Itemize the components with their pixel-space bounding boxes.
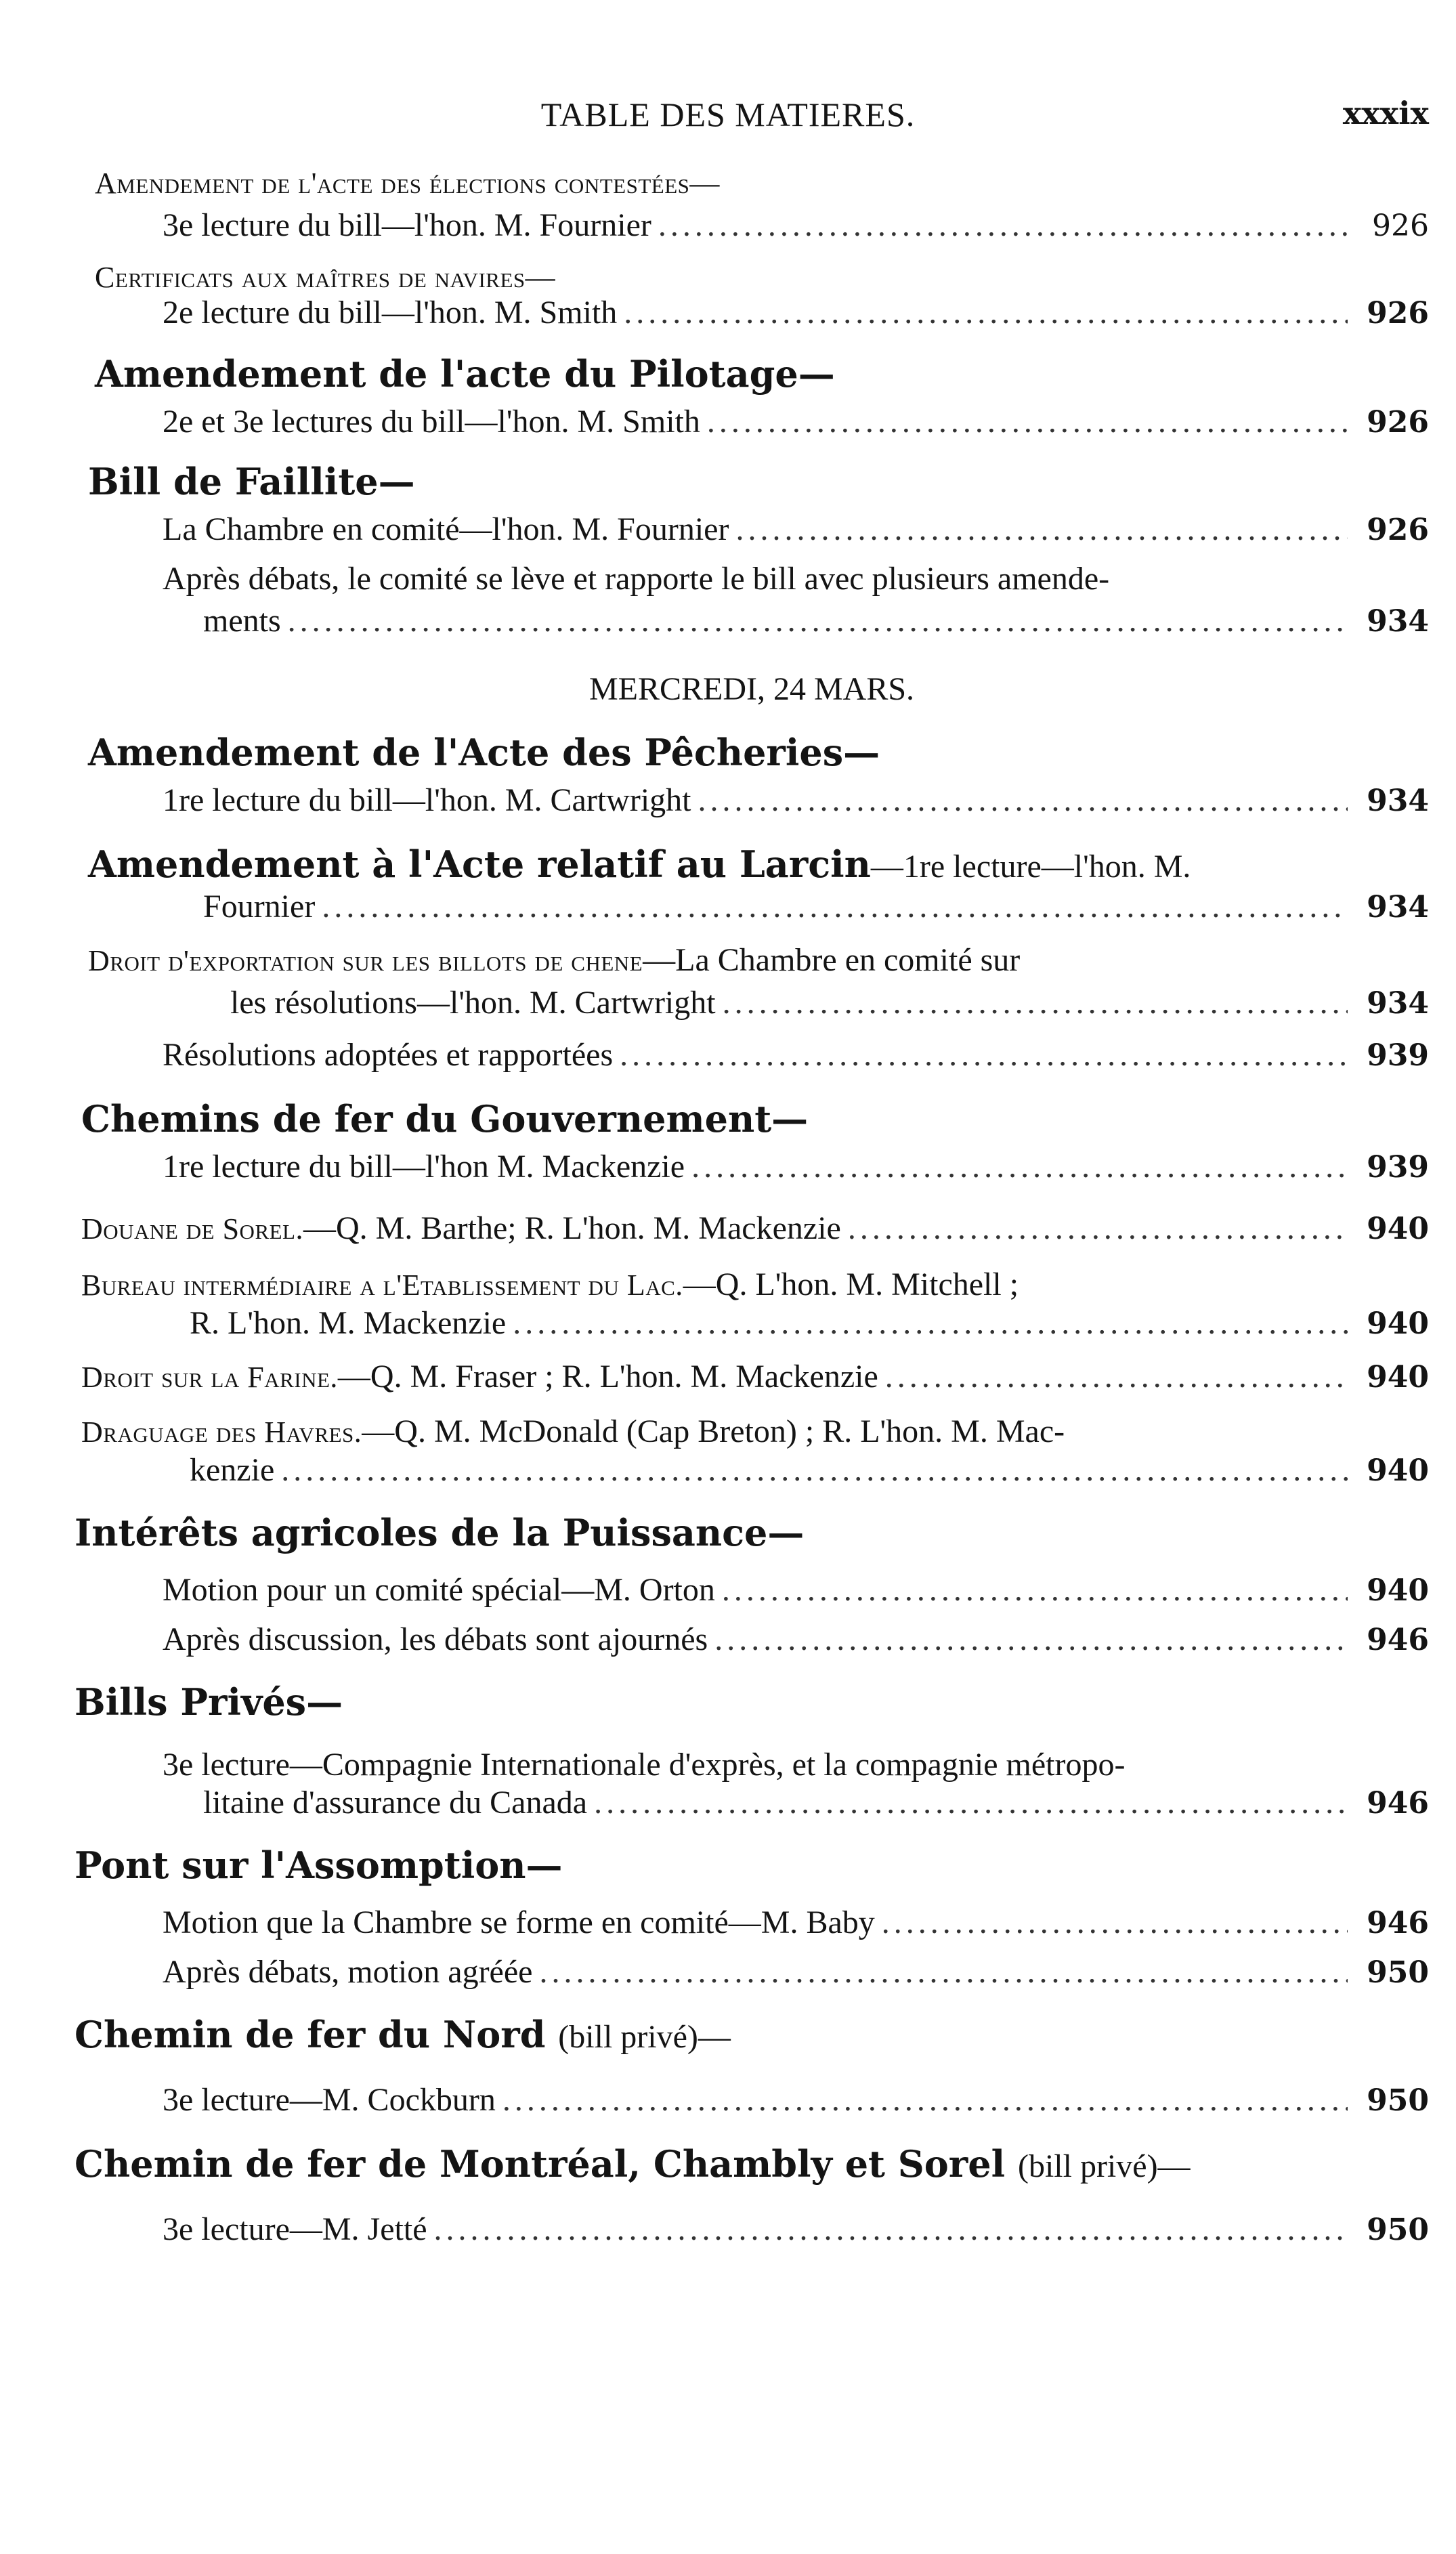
entry-text: —1re lecture—l'hon. M. bbox=[870, 849, 1191, 885]
entry-title: Droit sur la Farine. bbox=[81, 1361, 338, 1394]
leader-dots bbox=[434, 2209, 1348, 2251]
toc-line bbox=[74, 1449, 1429, 1492]
leader-dots bbox=[714, 1619, 1348, 1661]
leader-dots bbox=[620, 1034, 1348, 1076]
page-ref: 934 bbox=[1367, 604, 1429, 639]
toc-line bbox=[74, 886, 1429, 929]
line-text: Fournier bbox=[203, 889, 316, 924]
toc-line bbox=[74, 1146, 1429, 1189]
toc-entry bbox=[74, 1092, 1429, 1189]
line-text: Motion que la Chambre se forme en comité—M. Baby bbox=[163, 1904, 875, 1940]
leader-dots bbox=[594, 1782, 1348, 1824]
entry-title: Certificats aux maîtres de navires— bbox=[95, 261, 556, 294]
section-date: MERCREDI, 24 MARS. bbox=[588, 671, 915, 707]
entry-note: (bill privé)— bbox=[1017, 2148, 1191, 2184]
page-ref: 940 bbox=[1367, 1306, 1429, 1341]
toc-line bbox=[74, 401, 1429, 444]
page-ref: 940 bbox=[1367, 1453, 1429, 1488]
toc-entry bbox=[74, 1675, 1429, 1825]
entry-title: Chemins de fer du Gouvernement— bbox=[81, 1097, 809, 1141]
toc-entry bbox=[74, 2137, 1429, 2251]
leader-dots bbox=[882, 1902, 1348, 1944]
toc-line-wrapped: Après débats, le comité se lève et rapporte le bill avec plusieurs amende- bbox=[163, 561, 1110, 597]
toc-line bbox=[74, 1902, 1429, 1944]
entry-title: Intérêts agricoles de la Puissance— bbox=[74, 1511, 805, 1554]
toc-entry bbox=[74, 725, 1429, 822]
line-text: 1re lecture du bill—l'hon M. Mackenzie bbox=[163, 1149, 685, 1185]
page-number: xxxix bbox=[1342, 95, 1429, 131]
toc-line bbox=[74, 1619, 1429, 1661]
entry-line bbox=[88, 837, 1429, 891]
line-text: R. L'hon. M. Mackenzie bbox=[190, 1305, 507, 1341]
toc-line bbox=[74, 292, 1429, 335]
page-ref: 934 bbox=[1367, 890, 1429, 924]
line-text: les résolutions—l'hon. M. Cartwright bbox=[230, 985, 716, 1021]
page-ref: 926 bbox=[1372, 209, 1429, 243]
entry-title: Bills Privés— bbox=[74, 1680, 343, 1724]
page-header bbox=[0, 95, 1456, 142]
entry-title: Chemin de fer du Nord bbox=[74, 2013, 546, 2056]
page-ref: 940 bbox=[1367, 1573, 1429, 1608]
page-ref: 940 bbox=[1367, 1212, 1429, 1246]
line-text: kenzie bbox=[190, 1452, 275, 1488]
toc-line-wrapped: 3e lecture—Compagnie Internationale d'exprès, et la compagnie métropo- bbox=[163, 1747, 1126, 1783]
leader-dots bbox=[698, 780, 1348, 822]
page-ref: 940 bbox=[1367, 1360, 1429, 1395]
entry-text: —La Chambre en comité sur bbox=[643, 942, 1021, 978]
entry-title: Douane de Sorel. bbox=[81, 1212, 303, 1246]
entry-title: Amendement de l'acte du Pilotage— bbox=[95, 352, 835, 396]
entry-heading-line bbox=[74, 2137, 1429, 2194]
leader-dots bbox=[735, 509, 1348, 551]
entry-title: Droit d'exportation sur les billots de chene bbox=[88, 944, 643, 977]
toc-line bbox=[74, 1208, 1429, 1250]
leader-dots bbox=[322, 886, 1348, 928]
toc-line bbox=[74, 780, 1429, 822]
toc-entry bbox=[74, 837, 1429, 929]
entry-title: Chemin de fer de Montréal, Chambly et Sorel bbox=[74, 2142, 1006, 2186]
line-text: 3e lecture—M. Jetté bbox=[163, 2211, 427, 2247]
leader-dots bbox=[281, 1449, 1348, 1491]
table-of-contents bbox=[74, 163, 1429, 2251]
entry-line bbox=[88, 939, 1429, 982]
line-text: 3e lecture du bill—l'hon. M. Fournier bbox=[163, 207, 651, 243]
toc-entry bbox=[74, 1411, 1429, 1492]
toc-entry bbox=[74, 939, 1429, 1077]
entry-text: —Q. M. Barthe; R. L'hon. M. Mackenzie bbox=[303, 1210, 841, 1246]
leader-dots bbox=[502, 2079, 1348, 2121]
toc-entry bbox=[74, 257, 1429, 335]
leader-dots bbox=[885, 1356, 1348, 1398]
toc-entry bbox=[74, 163, 1429, 247]
line-text: 2e lecture du bill—l'hon. M. Smith bbox=[163, 295, 618, 331]
entry-title: Bureau intermédiaire a l'Etablissement du Lac. bbox=[81, 1269, 683, 1302]
entry-text: —Q. L'hon. M. Mitchell ; bbox=[683, 1267, 1019, 1302]
leader-dots bbox=[707, 401, 1348, 443]
line-text: litaine d'assurance du Canada bbox=[203, 1785, 588, 1821]
line-text: La Chambre en comité—l'hon. M. Fournier bbox=[163, 511, 729, 547]
toc-entry bbox=[74, 1838, 1429, 1994]
leader-dots bbox=[288, 600, 1348, 642]
entry-note: (bill privé)— bbox=[558, 2019, 731, 2055]
line-text: Après discussion, les débats sont ajournés bbox=[163, 1621, 708, 1657]
line-text: 2e et 3e lectures du bill—l'hon. M. Smith bbox=[163, 404, 700, 440]
line-text: Résolutions adoptées et rapportées bbox=[163, 1037, 614, 1073]
leader-dots bbox=[513, 1302, 1348, 1344]
entry-title: Draguage des Havres. bbox=[81, 1416, 362, 1449]
entry-title: Amendement de l'acte des élections contestées— bbox=[95, 167, 720, 200]
page-ref: 950 bbox=[1367, 1955, 1429, 1990]
page-ref: 926 bbox=[1367, 513, 1429, 547]
toc-line bbox=[74, 1782, 1429, 1825]
line-text: ments bbox=[203, 603, 281, 639]
leader-dots bbox=[848, 1208, 1348, 1250]
leader-dots bbox=[658, 205, 1348, 247]
entry-heading-line bbox=[74, 2007, 1429, 2064]
entry-text: —Q. M. Fraser ; R. L'hon. M. Mackenzie bbox=[337, 1359, 878, 1395]
page-ref: 934 bbox=[1367, 986, 1429, 1021]
entry-title: Amendement de l'Acte des Pêcheries— bbox=[88, 731, 880, 774]
toc-line bbox=[74, 1569, 1429, 1612]
toc-line bbox=[74, 1034, 1429, 1077]
line-text: Motion pour un comité spécial—M. Orton bbox=[163, 1572, 715, 1608]
toc-line bbox=[74, 600, 1429, 643]
entry-line bbox=[81, 1411, 1429, 1453]
toc-line bbox=[74, 2079, 1429, 2122]
toc-entry bbox=[74, 454, 1429, 643]
toc-line bbox=[74, 1356, 1429, 1399]
toc-entry bbox=[74, 1506, 1429, 1661]
toc-entry bbox=[74, 347, 1429, 444]
page-ref: 946 bbox=[1367, 1786, 1429, 1821]
entry-title: Pont sur l'Assomption— bbox=[74, 1844, 563, 1887]
toc-line bbox=[74, 1951, 1429, 1994]
toc-entry bbox=[74, 1356, 1429, 1399]
toc-line bbox=[74, 982, 1429, 1025]
leader-dots bbox=[624, 292, 1348, 334]
line-text: 1re lecture du bill—l'hon. M. Cartwright bbox=[163, 782, 691, 818]
page-ref: 926 bbox=[1367, 405, 1429, 440]
entry-text: —Q. M. McDonald (Cap Breton) ; R. L'hon. M. Mac- bbox=[362, 1413, 1065, 1449]
leader-dots bbox=[722, 1569, 1348, 1611]
page-ref: 939 bbox=[1367, 1038, 1429, 1073]
leader-dots bbox=[723, 982, 1348, 1024]
entry-line bbox=[81, 1264, 1429, 1306]
page-ref: 926 bbox=[1367, 296, 1429, 331]
page-ref: 946 bbox=[1367, 1623, 1429, 1657]
page-ref: 950 bbox=[1367, 2213, 1429, 2247]
toc-line bbox=[74, 205, 1429, 247]
page-ref: 946 bbox=[1367, 1906, 1429, 1940]
toc-line bbox=[74, 509, 1429, 551]
toc-line bbox=[74, 1302, 1429, 1345]
line-text: Après débats, motion agréée bbox=[163, 1954, 533, 1990]
toc-entry bbox=[74, 1208, 1429, 1250]
page-ref: 939 bbox=[1367, 1150, 1429, 1185]
toc-line bbox=[74, 2209, 1429, 2251]
line-text bbox=[81, 1356, 878, 1399]
toc-entry bbox=[74, 2007, 1429, 2122]
line-text: 3e lecture—M. Cockburn bbox=[163, 2082, 496, 2118]
toc-entry bbox=[74, 1264, 1429, 1345]
entry-title: Bill de Faillite— bbox=[88, 460, 415, 503]
running-title: TABLE DES MATIERES. bbox=[540, 95, 916, 133]
leader-dots bbox=[539, 1951, 1348, 1993]
entry-title: Amendement à l'Acte relatif au Larcin bbox=[88, 843, 871, 886]
page-ref: 950 bbox=[1367, 2083, 1429, 2118]
line-text bbox=[81, 1208, 841, 1250]
page-ref: 934 bbox=[1367, 784, 1429, 818]
leader-dots bbox=[691, 1146, 1348, 1188]
